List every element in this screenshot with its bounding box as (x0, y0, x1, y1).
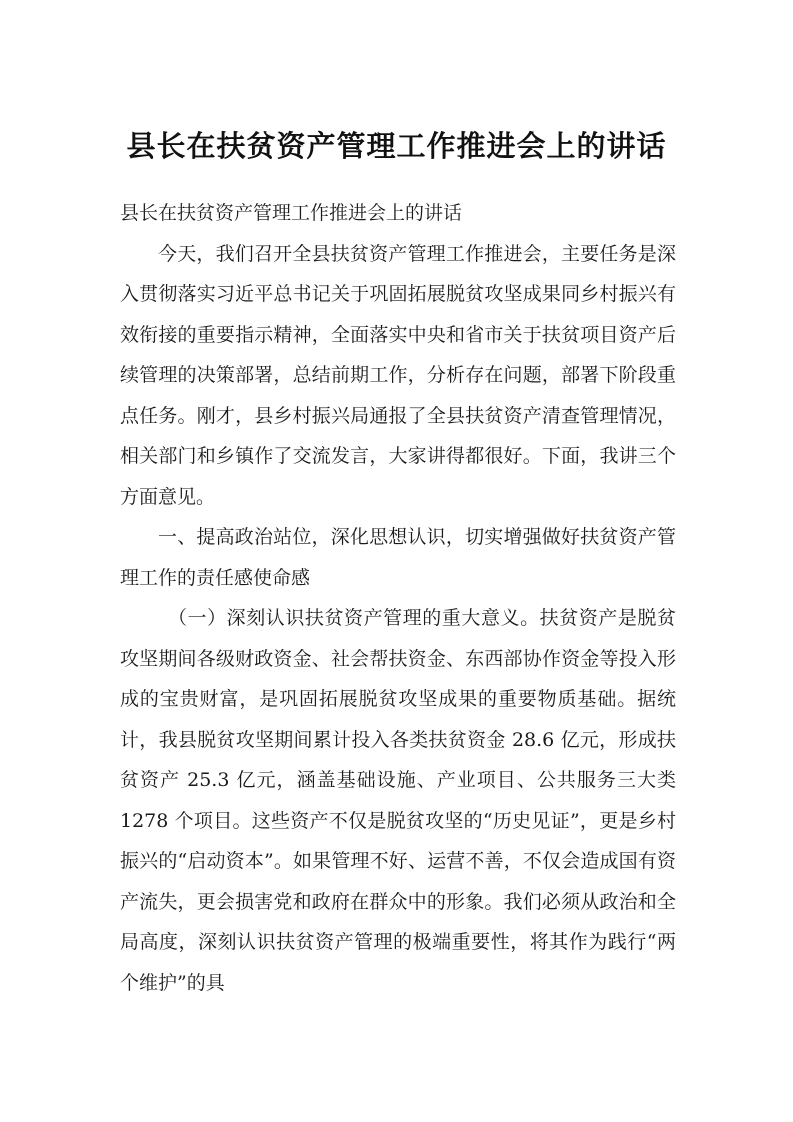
section-heading-1: 一、提高政治站位，深化思想认识，切实增强做好扶贫资产管理工作的责任感使命感 (120, 526, 676, 589)
paragraph-intro: 今天，我们召开全县扶贫资产管理工作推进会，主要任务是深入贯彻落实习近平总书记关于巩固拓展脱贫攻坚成果同乡村振兴有效衔接的重要指示精神，全面落实中央和省市关于扶贫项目资产后续管理的决策部署，总结前期工作，分析存在问题，部署下阶段重点任务。刚才，县乡村振兴局通报了全县扶贫资产清查管理情况，相关部门和乡镇作了交流发言，大家讲得都很好。下面，我讲三个方面意见。 (120, 242, 676, 508)
paragraph-subsection-1: （一）深刻认识扶贫资产管理的重大意义。扶贫资产是脱贫攻坚期间各级财政资金、社会帮扶资金、东西部协作资金等投入形成的宝贵财富，是巩固拓展脱贫攻坚成果的重要物质基础。据统计，我县脱贫攻坚期间累计投入各类扶贫资金 28.6 亿元，形成扶贫资产 25.3 亿元，涵盖基础设施、产业项目、公共服务三大类 1278 个项目。这些资产不仅是脱贫攻坚的“历史见证”，更是乡村振兴的“启动资本”。如果管理不好、运营不善，不仅会造成国有资产流失，更会损害党和政府在群众中的形象。我们必须从政治和全局高度，深刻认识扶贫资产管理的极端重要性，将其作为践行“两个维护”的具 (120, 607, 676, 994)
document-subtitle: 县长在扶贫资产管理工作推进会上的讲话 (120, 202, 463, 224)
document-title: 县长在扶贫资产管理工作推进会上的讲话 (126, 129, 667, 163)
document-body (120, 193, 676, 1003)
